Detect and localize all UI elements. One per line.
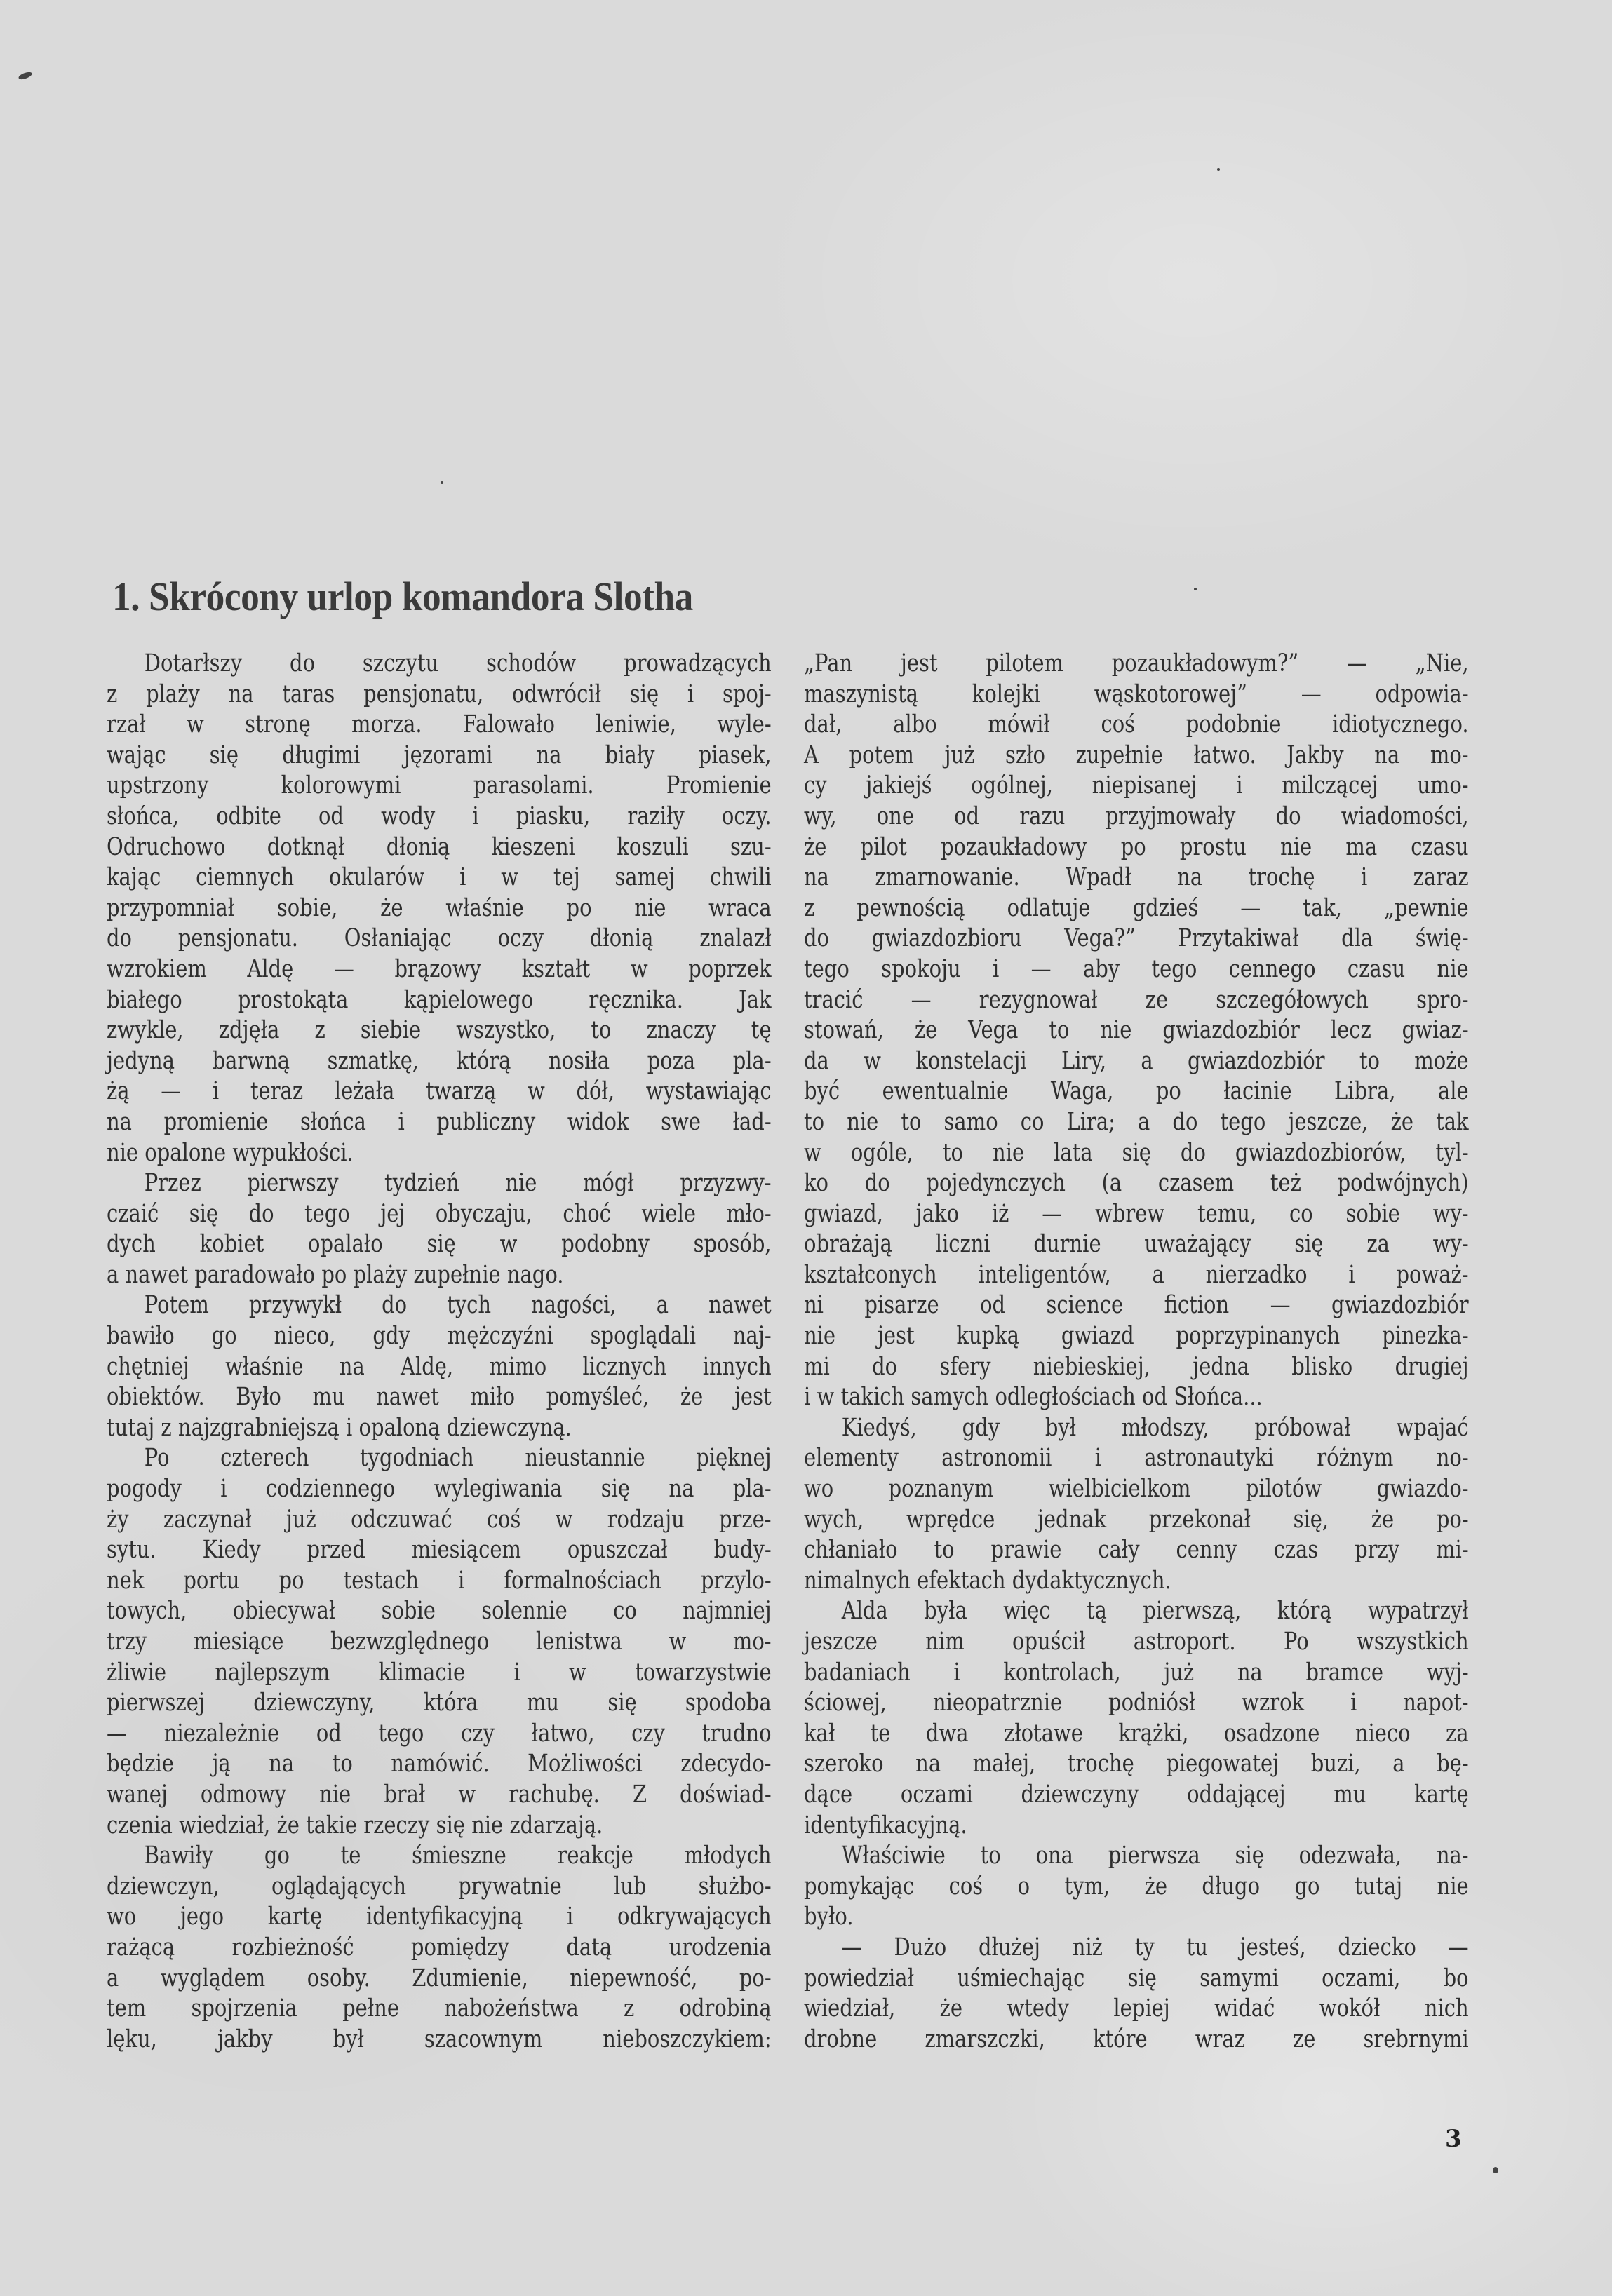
text-line: nimalnych efektach dydaktycznych. [804,1566,1171,1595]
text-line: tego spokoju i — aby tego cennego czasu nie [804,954,1469,983]
text-line: identyfikacyjną. [804,1811,967,1839]
text-line: gwiazd, jako iż — wbrew temu, co sobie wy- [804,1199,1469,1228]
paragraph-first-line: Przez pierwszy tydzień nie mógł przyzwy- [144,1169,772,1198]
text-line: do gwiazdozbioru Vega?” Przytakiwał dla świę- [804,924,1469,953]
text-line: wych, wprędce jednak przekonał się, że po- [804,1505,1469,1534]
text-line: żliwie najlepszym klimacie i w towarzystwie [107,1658,772,1687]
text-line: tem spojrzenia pełne nabożeństwa z odrobiną [107,1994,772,2023]
scan-speck [1217,168,1220,171]
paragraph-first-line: Alda była więc tą pierwszą, którą wypatrzył [841,1597,1469,1626]
text-line: było. [804,1903,854,1931]
text-line: wanej odmowy nie brał w rachubę. Z doświad- [107,1780,772,1809]
text-line: kształconych inteligentów, a nierzadko i poważ- [804,1260,1469,1289]
text-line: badaniach i kontrolach, już na bramce wyj- [804,1658,1469,1687]
paragraph-first-line: Dotarłszy do szczytu schodów prowadzących [144,649,772,677]
text-line: obiektów. Było mu nawet miło pomyśleć, że jest [107,1383,772,1412]
paragraph-first-line: Kiedyś, gdy był młodszy, próbował wpajać [841,1413,1469,1442]
text-line: — niezależnie od tego czy łatwo, czy trudno [107,1719,772,1748]
text-line: dych kobiet opalało się w podobny sposób, [107,1230,772,1259]
text-line: nie opalone wypukłości. [107,1138,354,1167]
text-line: sytu. Kiedy przed miesiącem opuszczał budy- [107,1536,772,1565]
text-line: wy, one od razu przyjmowały do wiadomości, [804,802,1469,830]
text-line: dał, albo mówił coś podobnie idiotycznego. [804,710,1469,739]
text-line: nie jest kupką gwiazd poprzypinanych pinezka- [804,1322,1469,1351]
text-line: dące oczami dziewczyny oddającej mu kartę [804,1780,1469,1809]
text-line: czaić się do tego jej obyczaju, choć wiele mło- [107,1199,772,1228]
text-line: będzie ją na to namówić. Możliwości zdecydo- [107,1750,772,1778]
text-line: a nawet paradowało po plaży zupełnie nago. [107,1260,564,1289]
text-line: rażącą rozbieżność pomiędzy datą urodzenia [107,1933,772,1961]
text-line: ściowej, nieopatrznie podniósł wzrok i napot- [804,1689,1469,1717]
text-line: dziewczyn, oglądających prywatnie lub służbo- [107,1872,772,1900]
text-line: ko do pojedynczych (a czasem też podwójnych) [804,1169,1469,1198]
text-line: stowań, że Vega to nie gwiazdozbiór lecz gwiaz- [804,1016,1469,1045]
text-line: wiedział, że wtedy lepiej widać wokół nich [804,1994,1469,2023]
text-line: wo poznanym wielbicielkom pilotów gwiazdo- [804,1475,1469,1504]
text-line: białego prostokąta kąpielowego ręcznika. Jak [107,985,772,1014]
text-line: żą — i teraz leżała twarzą w dół, wystawiając [107,1077,772,1106]
text-line: w ogóle, to nie lata się do gwiazdozbiorów, tyl- [804,1138,1469,1167]
text-line: chłaniało to prawie cały cenny czas przy mi- [804,1536,1469,1565]
text-line: zwykle, zdjęła z siebie wszystko, to znaczy tę [107,1016,772,1045]
text-line: ży zaczynał już odczuwać coś w rodzaju prze- [107,1505,772,1534]
text-line: na zmarnowanie. Wpadł na trochę i zaraz [804,863,1469,892]
text-line: jedyną barwną szmatkę, którą nosiła poza pla- [107,1046,772,1075]
scan-speck [1194,588,1197,590]
text-line: jeszcze nim opuścił astroport. Po wszystkich [804,1628,1469,1656]
text-line: „Pan jest pilotem pozaukładowym?” — „Nie, [804,649,1469,677]
text-line: Odruchowo dotknął dłonią kieszeni koszuli szu- [107,832,772,861]
paragraph-first-line: — Dużo dłużej niż ty tu jesteś, dziecko — [841,1933,1469,1961]
text-line: szeroko na małej, trochę piegowatej buzi, a bę- [804,1750,1469,1778]
paragraph-first-line: Po czterech tygodniach nieustannie pięknej [144,1444,772,1473]
text-line: drobne zmarszczki, które wraz ze srebrnymi [804,2025,1469,2053]
text-line: towych, obiecywał sobie solennie co najmniej [107,1597,772,1626]
text-line: cy jakiejś ogólnej, niepisanej i milczącej umo- [804,771,1469,800]
text-line: słońca, odbite od wody i piasku, raziły oczy. [107,802,772,830]
text-line: elementy astronomii i astronautyki różnym no- [804,1444,1469,1473]
text-line: tutaj z najzgrabniejszą i opaloną dziewczyną. [107,1413,572,1442]
chapter-title: 1. Skrócony urlop komandora Slotha [112,573,693,619]
text-line: nek portu po testach i formalnościach przylo- [107,1566,772,1595]
text-line: i w takich samych odległościach od Słońca... [804,1383,1263,1412]
text-line: kając ciemnych okularów i w tej samej chwili [107,863,772,892]
text-line: upstrzony kolorowymi parasolami. Promienie [107,771,772,800]
scan-speck [1493,2167,1498,2173]
text-line: czenia wiedział, że takie rzeczy się nie zdarzają. [107,1811,603,1839]
scan-speck [441,481,443,484]
page-number: 3 [1445,2125,1462,2153]
text-line: mi do sfery niebieskiej, jedna blisko drugiej [804,1352,1469,1381]
text-line: a wyglądem osoby. Zdumienie, niepewność, po- [107,1964,772,1992]
text-line: chętniej właśnie na Aldę, mimo licznych innych [107,1352,772,1381]
text-line: wzrokiem Aldę — brązowy kształt w poprzek [107,954,772,983]
text-line: pierwszej dziewczyny, która mu się spodoba [107,1689,772,1717]
paragraph-first-line: Potem przywykł do tych nagości, a nawet [144,1291,772,1320]
text-line: ni pisarze od science fiction — gwiazdozbiór [804,1291,1469,1320]
text-line: być ewentualnie Waga, po łacinie Libra, ale [804,1077,1469,1106]
text-line: maszynistą kolejki wąskotorowej” — odpowia- [804,680,1469,708]
left-text-column [107,649,772,2055]
text-line: A potem już szło zupełnie łatwo. Jakby na mo- [804,741,1469,769]
text-line: da w konstelacji Liry, a gwiazdozbiór to może [804,1046,1469,1075]
text-line: obrażają liczni durnie uważający się za wy- [804,1230,1469,1259]
text-line: wo jego kartę identyfikacyjną i odkrywających [107,1903,772,1931]
paragraph-first-line: Właściwie to ona pierwsza się odezwała, na- [841,1842,1469,1870]
text-line: kał te dwa złotawe krążki, osadzone nieco za [804,1719,1469,1748]
right-text-column [804,649,1469,2055]
text-line: do pensjonatu. Osłaniając oczy dłonią znalazł [107,924,772,953]
text-line: rzał w stronę morza. Falowało leniwie, wyle- [107,710,772,739]
text-line: to nie to samo co Lira; a do tego jeszcze, że tak [804,1107,1469,1136]
text-line: bawiło go nieco, gdy mężczyźni spoglądali naj- [107,1322,772,1351]
text-line: przypomniał sobie, że właśnie po nie wraca [107,893,772,922]
text-line: na promienie słońca i publiczny widok swe ład- [107,1107,772,1136]
text-line: z pewnością odlatuje gdzieś — tak, „pewnie [804,893,1469,922]
text-line: tracić — rezygnował ze szczegółowych spro- [804,985,1469,1014]
text-line: lęku, jakby był szacownym nieboszczykiem: [107,2025,772,2053]
text-line: pomykając coś o tym, że długo go tutaj nie [804,1872,1469,1900]
paragraph-first-line: Bawiły go te śmieszne reakcje młodych [144,1842,772,1870]
text-line: trzy miesiące bezwzględnego lenistwa w mo- [107,1628,772,1656]
text-line: z plaży na taras pensjonatu, odwrócił się i spoj- [107,680,772,708]
text-line: pogody i codziennego wylegiwania się na pla- [107,1475,772,1504]
text-line: wając się długimi jęzorami na biały piasek, [107,741,772,769]
text-line: że pilot pozaukładowy po prostu nie ma czasu [804,832,1469,861]
text-line: powiedział uśmiechając się samymi oczami, bo [804,1964,1469,1992]
